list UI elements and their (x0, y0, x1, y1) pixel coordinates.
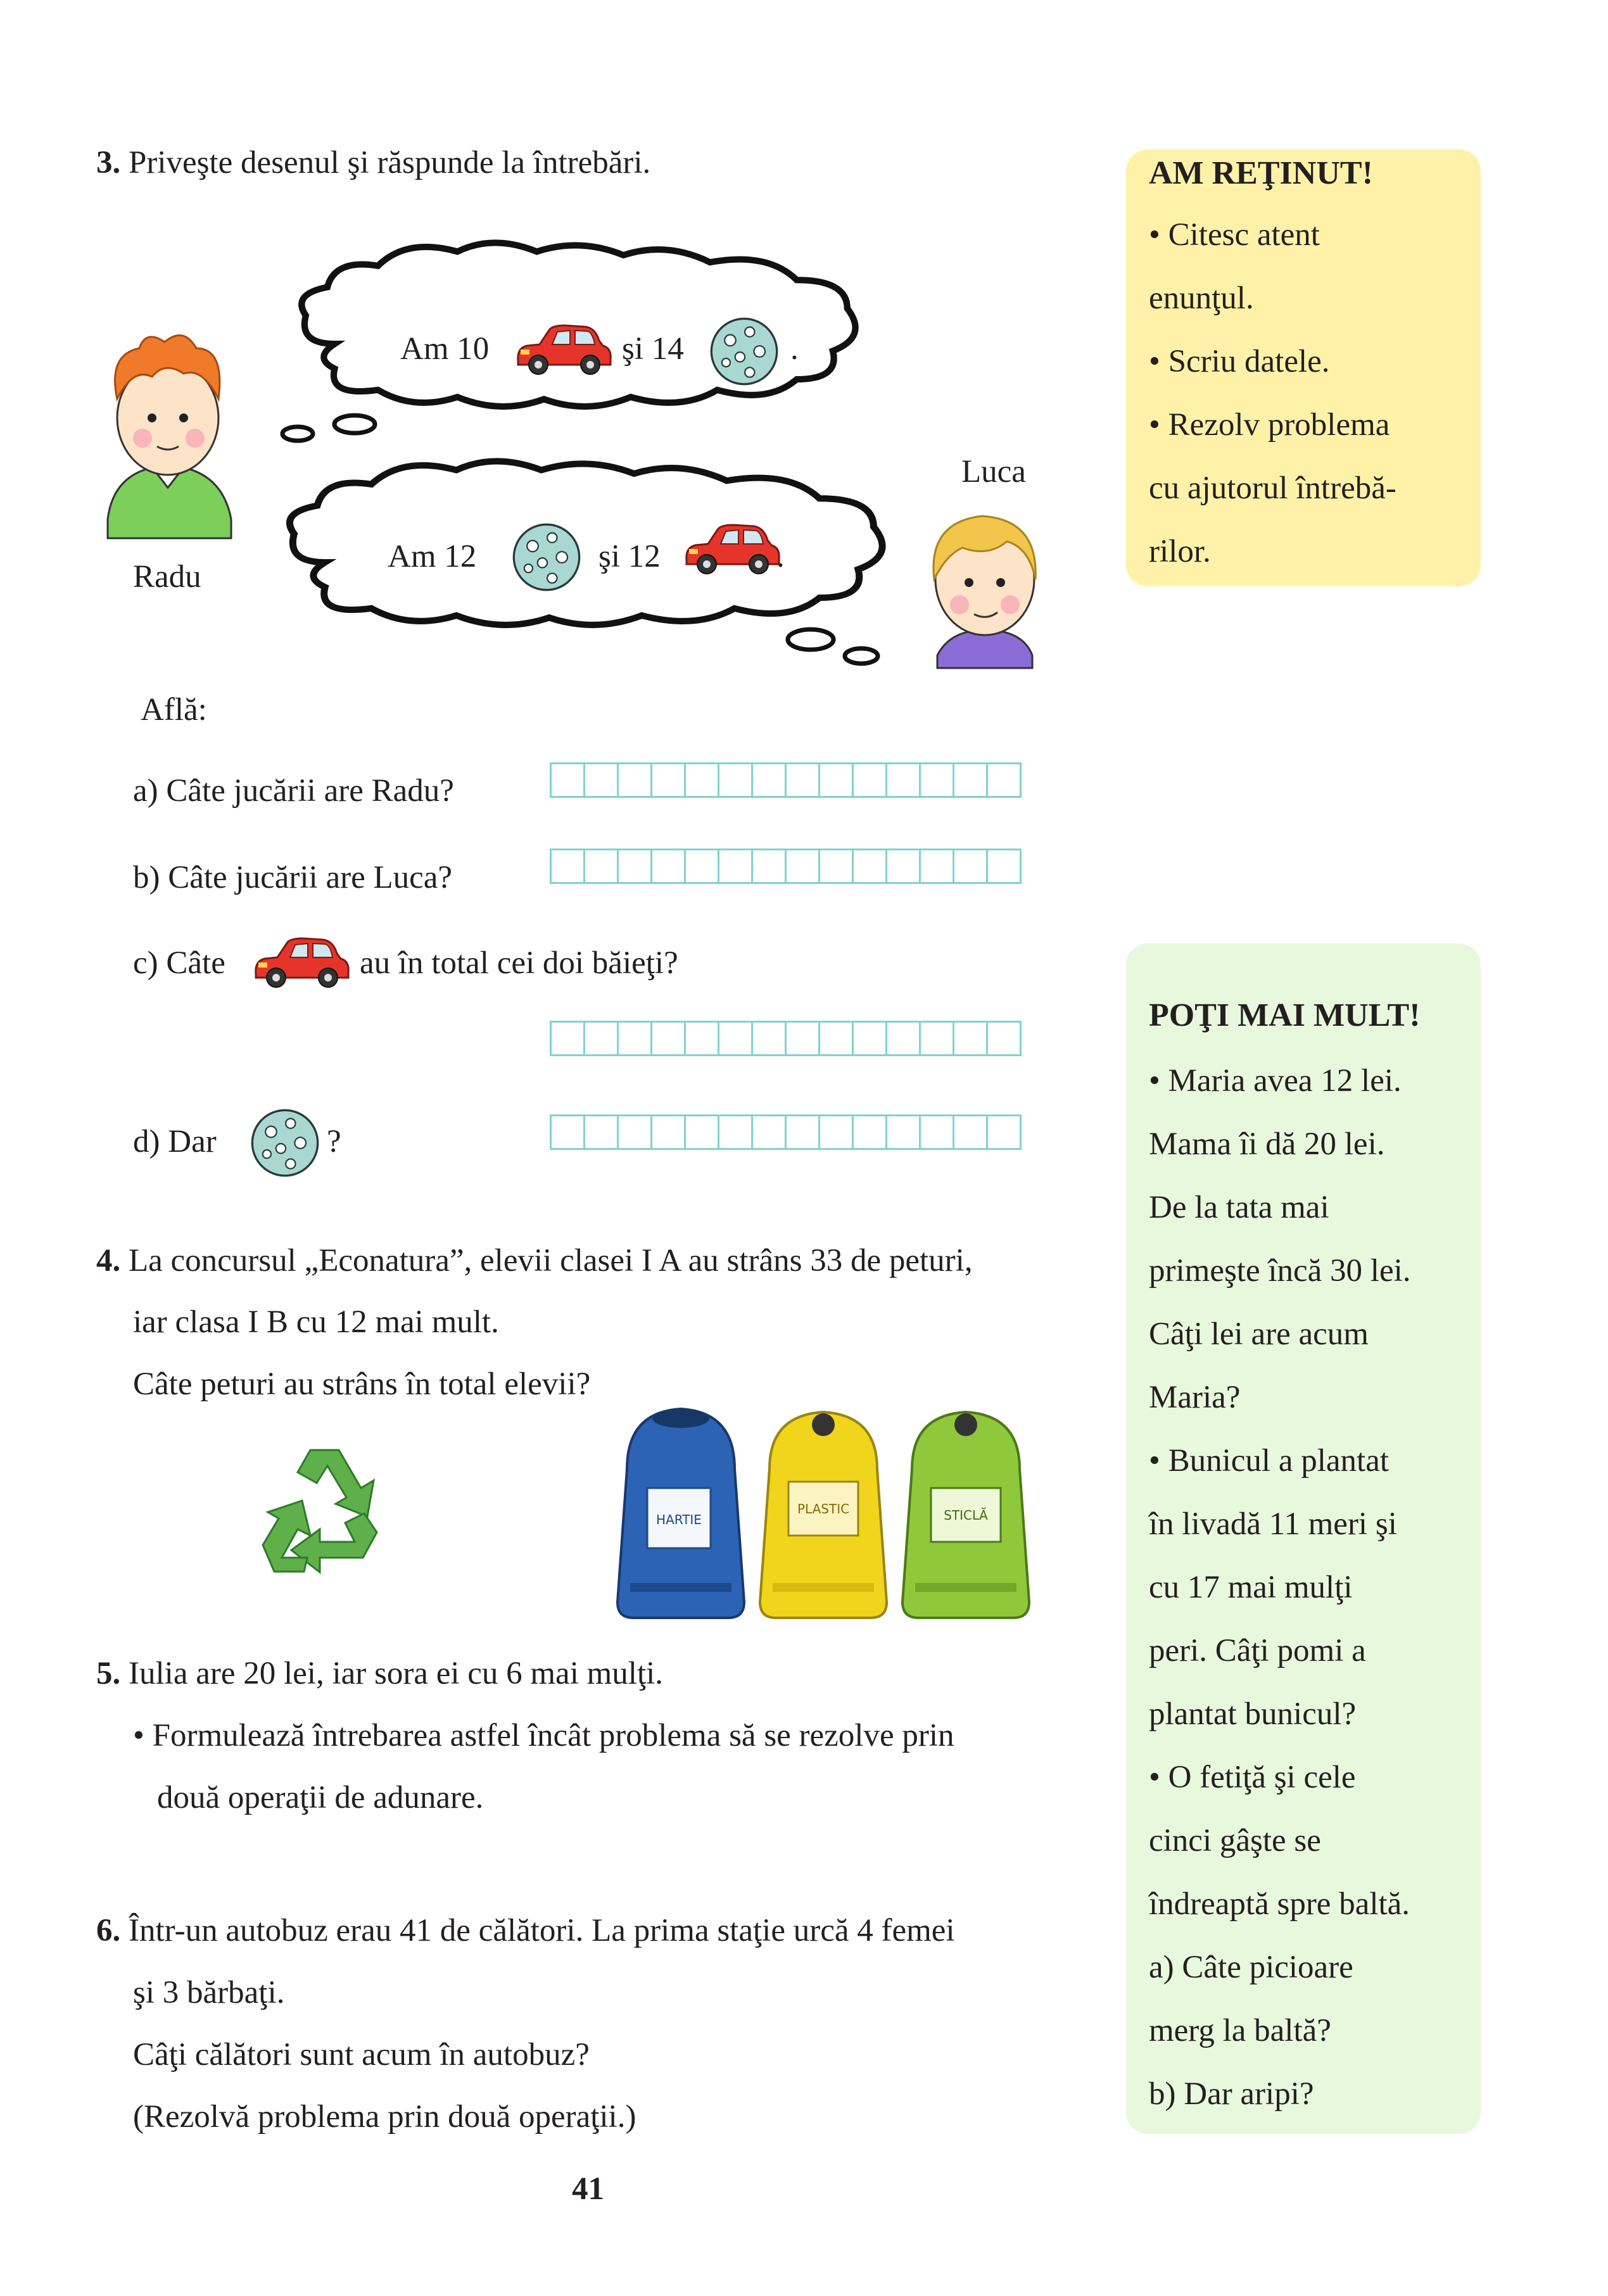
luca-illustration (912, 503, 1058, 668)
answer-cell[interactable] (986, 1114, 1022, 1150)
answer-cell[interactable] (617, 762, 652, 798)
poti-mai-mult-title: POŢI MAI MULT! (1149, 997, 1421, 1033)
ex3-number: 3. (96, 145, 121, 180)
am-retinut-line: rilor. (1149, 534, 1211, 569)
answer-cell[interactable] (550, 762, 585, 798)
ex5-line1 (96, 1654, 663, 1693)
poti-mai-mult-line: Câţi lei are acum (1149, 1316, 1369, 1352)
am-retinut-line: • Citesc atent (1149, 217, 1320, 253)
question-c-suffix: au în total cei doi băieţi? (360, 945, 678, 981)
ex6-line2: şi 3 bărbaţi. (133, 1975, 285, 2010)
answer-cell[interactable] (919, 762, 954, 798)
ex5-number: 5. (96, 1656, 121, 1691)
answer-cell[interactable] (885, 1114, 921, 1150)
poti-mai-mult-line: Mama îi dă 20 lei. (1149, 1126, 1385, 1162)
answer-cell[interactable] (785, 848, 820, 884)
answer-cell[interactable] (852, 762, 887, 798)
luca-thought-bubble (279, 456, 912, 671)
answer-cell[interactable] (953, 1114, 988, 1150)
answer-cell[interactable] (751, 762, 787, 798)
answer-grid-b[interactable] (550, 848, 1020, 884)
answer-cell[interactable] (751, 848, 787, 884)
answer-cell[interactable] (885, 762, 921, 798)
answer-cell[interactable] (885, 848, 921, 884)
answer-cell[interactable] (718, 848, 753, 884)
answer-cell[interactable] (852, 1021, 887, 1056)
answer-cell[interactable] (684, 1021, 719, 1056)
poti-mai-mult-line: a) Câte picioare (1149, 1950, 1353, 1985)
answer-cell[interactable] (885, 1021, 921, 1056)
answer-cell[interactable] (818, 848, 854, 884)
poti-mai-mult-line: merg la baltă? (1149, 2013, 1331, 2048)
answer-cell[interactable] (550, 1021, 585, 1056)
poti-mai-mult-line: Maria? (1149, 1380, 1241, 1415)
car-icon (683, 522, 784, 579)
question-b: b) Câte jucării are Luca? (133, 860, 453, 895)
poti-mai-mult-line: • Maria avea 12 lei. (1149, 1063, 1402, 1099)
answer-grid-c[interactable] (550, 1021, 1020, 1056)
luca-bubble-end: . (776, 539, 785, 574)
radu-name: Radu (133, 559, 201, 595)
ex6-line1 (96, 1911, 955, 1950)
radu-bubble-middle: şi 14 (622, 331, 684, 367)
answer-cell[interactable] (986, 848, 1022, 884)
radu-illustration (95, 329, 241, 538)
am-retinut-line: enunţul. (1149, 281, 1254, 316)
answer-cell[interactable] (818, 762, 854, 798)
answer-cell[interactable] (583, 1021, 619, 1056)
bin-label-paper: HARTIE (656, 1512, 702, 1527)
answer-cell[interactable] (818, 1114, 854, 1150)
ex3-title-text: Priveşte desenul şi răspunde la întrebări. (129, 145, 651, 180)
answer-cell[interactable] (550, 848, 585, 884)
answer-cell[interactable] (617, 1114, 652, 1150)
afla-label: Află: (141, 692, 207, 728)
question-d-prefix: d) Dar (133, 1124, 217, 1159)
ball-icon (709, 317, 779, 386)
answer-cell[interactable] (550, 1114, 585, 1150)
poti-mai-mult-line: peri. Câţi pomi a (1149, 1633, 1366, 1668)
am-retinut-box (1126, 149, 1481, 586)
answer-cell[interactable] (684, 762, 719, 798)
ex3-title (96, 143, 650, 182)
answer-cell[interactable] (751, 1021, 787, 1056)
poti-mai-mult-line: cu 17 mai mulţi (1149, 1570, 1353, 1605)
poti-mai-mult-line: De la tata mai (1149, 1190, 1329, 1225)
am-retinut-line: • Scriu datele. (1149, 344, 1330, 379)
answer-cell[interactable] (785, 762, 820, 798)
ex4-line3: Câte peturi au strâns în total elevii? (133, 1366, 591, 1402)
page-number: 41 (572, 2171, 604, 2207)
answer-cell[interactable] (919, 848, 954, 884)
luca-bubble-prefix: Am 12 (388, 539, 477, 574)
am-retinut-line: • Rezolv problema (1149, 407, 1390, 443)
ball-icon (250, 1108, 320, 1178)
answer-cell[interactable] (718, 1021, 753, 1056)
answer-cell[interactable] (583, 762, 619, 798)
answer-cell[interactable] (986, 762, 1022, 798)
ex4-number: 4. (96, 1243, 121, 1278)
poti-mai-mult-box (1126, 943, 1481, 2134)
question-d-suffix: ? (327, 1124, 341, 1159)
radu-bubble-end: . (790, 331, 799, 367)
recycling-bins-illustration (602, 1399, 1070, 1627)
ex6-line3: Câţi călători sunt acum în autobuz? (133, 2037, 590, 2072)
answer-cell[interactable] (650, 1114, 686, 1150)
ex6-line1-text: Într-un autobuz erau 41 de călători. La prima staţie urcă 4 femei (129, 1913, 955, 1948)
ex4-line1-text: La concursul „Econatura”, elevii clasei I A au strâns 33 de peturi, (129, 1243, 973, 1278)
answer-cell[interactable] (852, 1114, 887, 1150)
answer-grid-d[interactable] (550, 1114, 1020, 1150)
bin-label-glass: STICLĂ (944, 1508, 988, 1523)
answer-cell[interactable] (785, 1021, 820, 1056)
ex6-number: 6. (96, 1913, 121, 1948)
luca-bubble-middle: şi 12 (598, 539, 661, 574)
ball-icon (512, 522, 581, 592)
poti-mai-mult-line: • O fetiţă şi cele (1149, 1760, 1356, 1795)
answer-cell[interactable] (684, 1114, 719, 1150)
ex5-line1-text: Iulia are 20 lei, iar sora ei cu 6 mai mulţi. (129, 1656, 664, 1691)
ex5-line3: două operaţii de adunare. (157, 1780, 484, 1815)
answer-cell[interactable] (650, 1021, 686, 1056)
answer-cell[interactable] (583, 1114, 619, 1150)
answer-cell[interactable] (583, 848, 619, 884)
answer-cell[interactable] (617, 848, 652, 884)
answer-cell[interactable] (852, 848, 887, 884)
question-c-prefix: c) Câte (133, 945, 225, 981)
answer-cell[interactable] (718, 762, 753, 798)
am-retinut-title: AM REŢINUT! (1149, 155, 1373, 191)
answer-cell[interactable] (818, 1021, 854, 1056)
recycle-icon (250, 1437, 396, 1583)
answer-cell[interactable] (650, 848, 686, 884)
poti-mai-mult-line: îndreaptă spre baltă. (1149, 1886, 1410, 1922)
answer-cell[interactable] (919, 1021, 954, 1056)
ex4-line1 (96, 1241, 973, 1280)
poti-mai-mult-line: b) Dar aripi? (1149, 2076, 1314, 2112)
answer-cell[interactable] (718, 1114, 753, 1150)
luca-name: Luca (961, 454, 1026, 489)
ex6-line4: (Rezolvă problema prin două operaţii.) (133, 2099, 636, 2135)
bin-label-plastic: PLASTIC (797, 1501, 850, 1517)
answer-cell[interactable] (751, 1114, 787, 1150)
answer-cell[interactable] (953, 848, 988, 884)
poti-mai-mult-line: în livadă 11 meri şi (1149, 1506, 1397, 1542)
car-icon (514, 323, 616, 380)
answer-cell[interactable] (684, 848, 719, 884)
am-retinut-line: cu ajutorul întrebă- (1149, 470, 1396, 506)
answer-cell[interactable] (785, 1114, 820, 1150)
ex4-line2: iar clasa I B cu 12 mai mult. (133, 1304, 499, 1340)
car-icon (252, 936, 353, 993)
answer-cell[interactable] (919, 1114, 954, 1150)
question-a: a) Câte jucării are Radu? (133, 773, 454, 809)
poti-mai-mult-line: cinci gâşte se (1149, 1823, 1321, 1858)
poti-mai-mult-line: • Bunicul a plantat (1149, 1443, 1390, 1479)
poti-mai-mult-line: plantat bunicul? (1149, 1696, 1357, 1732)
answer-cell[interactable] (986, 1021, 1022, 1056)
answer-cell[interactable] (617, 1021, 652, 1056)
ex5-line2: • Formulează întrebarea astfel încât problema să se rezolve prin (133, 1718, 954, 1753)
radu-bubble-prefix: Am 10 (400, 331, 490, 367)
answer-grid-a[interactable] (550, 762, 1020, 798)
answer-cell[interactable] (953, 762, 988, 798)
poti-mai-mult-line: primeşte încă 30 lei. (1149, 1253, 1411, 1289)
answer-cell[interactable] (953, 1021, 988, 1056)
answer-cell[interactable] (650, 762, 686, 798)
